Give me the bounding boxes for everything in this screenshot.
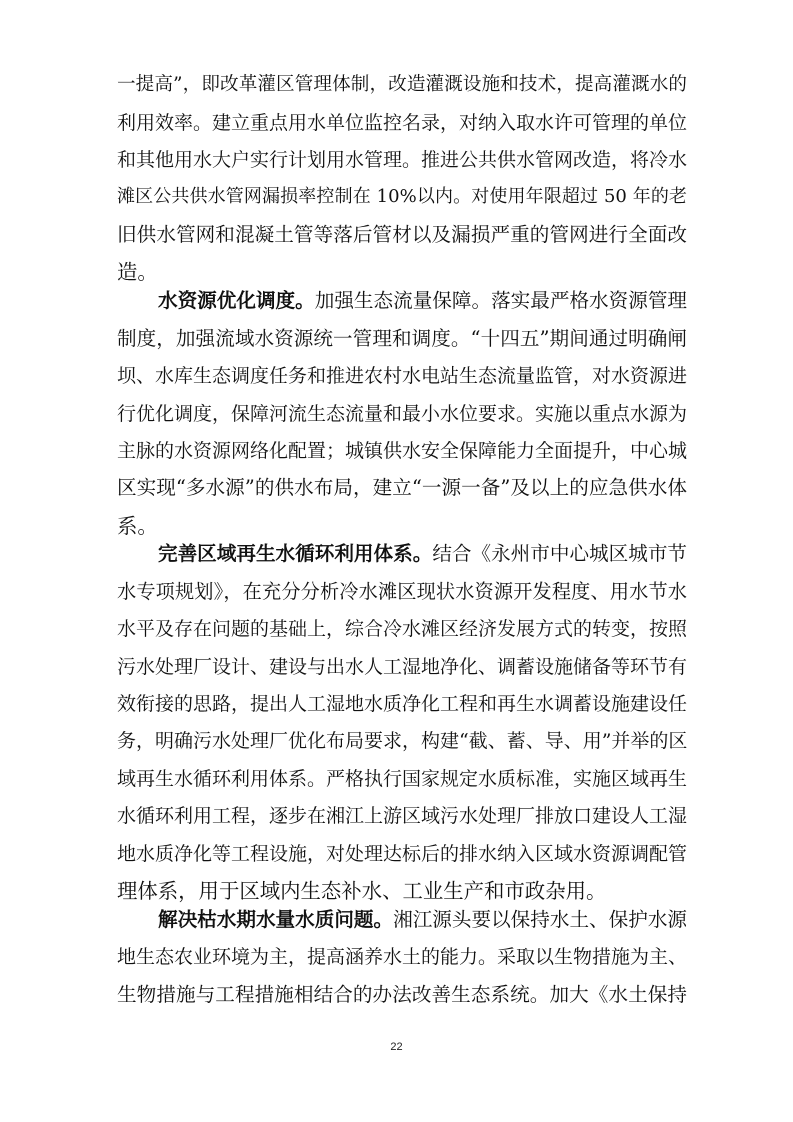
text-line: 制度，加强流域水资源统一管理和调度。“十四五”期间通过明确闸 [117,327,687,350]
text-line: 滩区公共供水管网漏损率控制在 10%以内。对使用年限超过 50 年的老 [117,186,687,207]
text-line: 旧供水管网和混凝土管等落后管材以及漏损严重的管网进行全面改 [117,223,687,246]
text-line: 区实现“多水源”的供水布局，建立“一源一备”及以上的应急供水体 [117,476,687,499]
text-line: 系。 [117,514,158,538]
text-line: 地生态农业环境为主，提高涵养水土的能力。采取以生物措施为主、 [117,946,688,968]
text-line: 水平及存在问题的基础上，综合冷水滩区经济发展方式的转变，按照 [117,618,688,640]
paragraph-heading: 解决枯水期水量水质问题。 [158,908,394,931]
text-line: 地水质净化等工程设施，对处理达标后的排水纳入区域水资源调配管 [117,843,688,865]
text-line: 一提高”，即改革灌区管理体制，改造灌溉设施和技术，提高灌溉水的 [117,74,687,95]
text-line: 利用效率。建立重点用水单位监控名录，对纳入取水许可管理的单位 [117,112,688,134]
text-line [158,906,687,934]
text-line: 造。 [117,260,158,284]
text-line: 水循环利用工程，逐步在湘江上游区域污水处理厂排放口建设人工湿 [117,805,688,827]
text-line [158,540,687,568]
text-line: 域再生水循环利用体系。严格执行国家规定水质标准，实施区域再生 [117,768,688,790]
text-line: 务，明确污水处理厂优化布局要求，构建“截、蓄、导、用”并举的区 [117,730,688,752]
text-line: 水专项规划》，在充分分析冷水滩区现状水资源开发程度、用水节水 [117,580,687,603]
text-line: 行优化调度，保障河流生态流量和最小水位要求。实施以重点水源为 [117,403,688,425]
text-line: 生物措施与工程措施相结合的办法改善生态系统。加大《水土保持 [117,983,687,1006]
text-line: 理体系，用于区域内生态补水、工业生产和市政杂用。 [117,879,607,903]
text-run: 湘江源头要以保持水土、保护水源 [393,908,688,931]
text-line: 和其他用水大户实行计划用水管理。推进公共供水管网改造，将冷水 [117,149,688,171]
text-run: 结合《永州市中心城区城市节 [432,542,688,565]
text-line: 坝、水库生态调度任务和推进农村水电站生态流量监管，对水资源进 [117,365,688,387]
page-number: 22 [390,1041,403,1053]
text-line: 效衔接的思路，提出人工湿地水质净化工程和再生水调蓄设施建设任 [117,693,688,715]
text-line [158,287,687,315]
text-line: 主脉的水资源网络化配置；城镇供水安全保障能力全面提升，中心城 [117,440,688,462]
paragraph-heading: 完善区域再生水循环利用体系。 [158,542,433,565]
text-run: 加强生态流量保障。落实最严格水资源管理 [314,289,688,312]
text-line: 污水处理厂设计、建设与出水人工湿地净化、调蓄设施储备等环节有 [117,656,688,678]
paragraph-heading: 水资源优化调度。 [158,289,315,312]
